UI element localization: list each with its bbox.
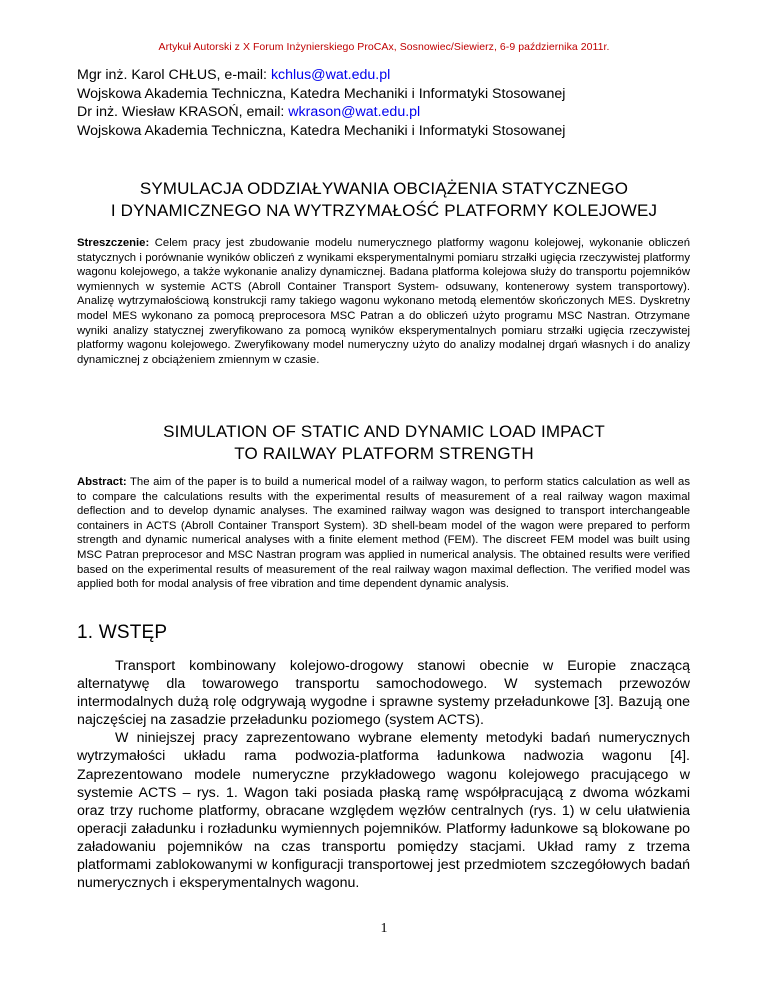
title-polish — [0, 178, 768, 222]
author-line-2 — [77, 103, 717, 122]
page-number: 1 — [380, 921, 388, 936]
author-block — [77, 66, 717, 140]
author-2-affiliation: Wojskowa Akademia Techniczna, Katedra Mechaniki i Informatyki Stosowanej — [77, 122, 566, 139]
author-1-affiliation: Wojskowa Akademia Techniczna, Katedra Mechaniki i Informatyki Stosowanej — [77, 85, 566, 102]
author-1-name: Mgr inż. Karol CHŁUS, e-mail: — [77, 67, 271, 83]
abstract-polish-label: Streszczenie: — [77, 237, 150, 249]
abstract-english-text: The aim of the paper is to build a numerical model of a railway wagon, to perform statics calculation as well as to compare the calculations results with the experimental results of measurement of a real railway wagon maximal deflection and to develop dynamic analyses. The examined railway wagon was designed to transport interchangeable containers in ACTS (Abroll Container Transport System). 3D shell-beam model of the wagon were prepared to perform strength and dynamic numerical analyses with a finite element method (FEM). The discreet FEM model was built using MSC Patran preprocesor and MSC Nastran program was applied in numerical analysis. The obtained results were verified based on the experimental results of measurement of the real railway wagon maximal deflection. The verified model was applied both for modal analysis of free vibration and time dependent dynamic analysis. — [77, 476, 690, 591]
abstract-english-label: Abstract: — [77, 476, 127, 488]
conference-header-note: Artykuł Autorski z X Forum Inżynierskiego ProCAx, Sosnowiec/Siewierz, 6-9 października 2011r. — [158, 41, 610, 53]
title-english-line-1: SIMULATION OF STATIC AND DYNAMIC LOAD IMPACT — [163, 422, 605, 441]
body-paragraph-2: W niniejszej pracy zaprezentowano wybrane elementy metodyki badań numerycznych wytrzymałości układu rama podwozia-platforma ładunkowa nadwozia wagonu [4]. Zaprezentowano modele numeryczne przykładowego wagonu kolejowego pracującego w systemie ACTS – rys. 1. Wagon taki posiada płaską ramę współpracującą z dwoma wózkami oraz trzy ruchome platformy, obracane względem węzłów centralnych (rys. 1) w celu ułatwienia operacji załadunku i rozładunku wymiennych pojemników. Platformy ładunkowe są blokowane po załadowaniu pojemników na czas transportu pomiędzy stacjami. Układ ramy z trzema platformami zablokowanymi w konfiguracji transportowej jest przedmiotem szczegółowych badań numerycznych i eksperymentalnych wagonu. — [77, 730, 690, 892]
author-2-email-link[interactable]: wkrason@wat.edu.pl — [288, 104, 421, 120]
title-english — [0, 421, 768, 465]
abstract-polish-text: Celem pracy jest zbudowanie modelu numerycznego platformy wagonu kolejowej, wykonanie obliczeń statycznych i porównanie wyników obliczeń z wynikami eksperymentalnymi pomiaru strzałki ugięcia rzeczywistej platformy wagonu kolejowego, a także wykonanie analizy dynamicznej. Badana platforma kolejowa służy do transportu pojemników wymiennych w systemie ACTS (Abroll Container Transport System- odsuwany, kontenerowy system transportowy). Analizę wytrzymałościową konstrukcji ramy takiego wagonu wykonano metodą elementów skończonych MES. Dyskretny model MES wykonano za pomocą preprocesora MSC Patran a do obliczeń użyto programu MSC Nastran. Otrzymane wyniki analizy statycznej zweryfikowano za pomocą wyników eksperymentalnych pomiaru strzałki ugięcia rzeczywistej platformy wagonu kolejowego. Zweryfikowany model numeryczny użyto do analizy modalnej drgań własnych i do analizy dynamicznej z obciążeniem zmiennym w czasie. — [77, 237, 690, 366]
title-polish-line-2: I DYNAMICZNEGO NA WYTRZYMAŁOŚĆ PLATFORMY KOLEJOWEJ — [110, 201, 658, 220]
title-polish-line-1: SYMULACJA ODDZIAŁYWANIA OBCIĄŻENIA STATYCZNEGO — [139, 179, 629, 198]
author-1-email-link[interactable]: kchlus@wat.edu.pl — [270, 67, 391, 83]
author-2-name: Dr inż. Wiesław KRASOŃ, email: — [77, 104, 289, 120]
section-heading-introduction: 1. WSTĘP — [77, 622, 168, 643]
abstract-polish — [77, 236, 690, 367]
body-paragraph-1: Transport kombinowany kolejowo-drogowy stanowi obecnie w Europie znaczącą alternatywę dla towarowego transportu samochodowego. W systemach przewozów intermodalnych dużą rolę odgrywają wygodne i sprawne systemy przeładunkowe [3]. Bazują one najczęściej na zasadzie przeładunku poziomego (system ACTS). — [77, 658, 690, 729]
abstract-english — [77, 475, 690, 592]
section-body-introduction — [77, 657, 690, 892]
author-line-1 — [77, 66, 717, 85]
title-english-line-2: TO RAILWAY PLATFORM STRENGTH — [234, 444, 534, 463]
